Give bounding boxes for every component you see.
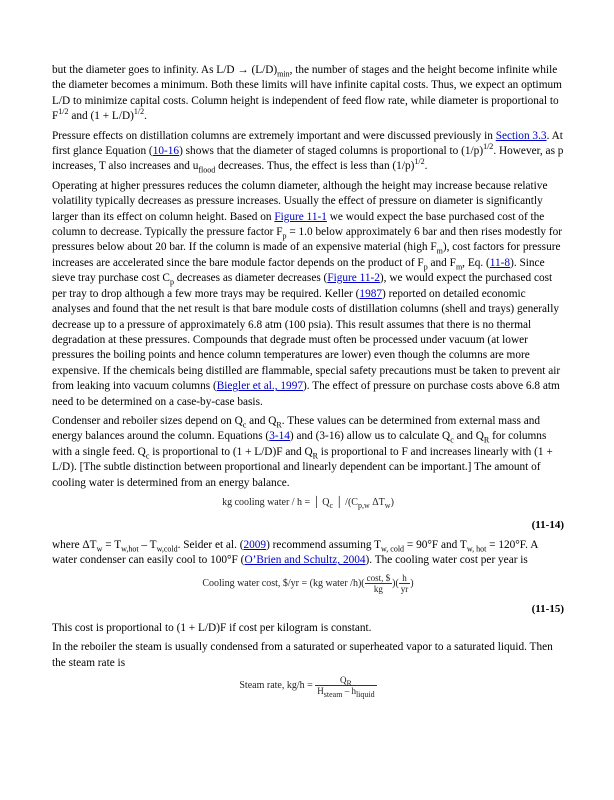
subscript: c: [145, 451, 150, 460]
text: and Q: [453, 430, 484, 443]
eq-text: – h: [342, 686, 356, 697]
text: . Seider et al. (: [177, 538, 244, 551]
text: and (1 + L/D): [68, 110, 134, 123]
equation-number: (11-15): [531, 602, 564, 615]
fraction: [365, 573, 393, 594]
text: and F: [427, 256, 456, 269]
text: ). The cooling water cost per year is: [365, 554, 528, 567]
text: ) shows that the diameter of staged columns is proportional to (1/p): [179, 145, 484, 158]
document-page: [52, 63, 564, 698]
paragraph-4: [52, 414, 564, 491]
equation-11-15: [52, 573, 564, 594]
eq-text: )(: [392, 577, 399, 589]
numerator: cost, $: [366, 572, 391, 583]
subscript: w,hot: [121, 544, 139, 554]
text: ), cost factors for pressure increases are accelerated since the bare module factor depends on the product of F: [52, 241, 561, 269]
equation-steam-rate: [52, 675, 564, 700]
text: = T: [102, 538, 122, 551]
fraction: [399, 572, 414, 594]
text: and Q: [246, 414, 277, 427]
superscript: 1/2: [58, 107, 69, 117]
text: . At first glance Equation (: [52, 129, 563, 158]
subscript: c: [242, 420, 247, 430]
subscript: R: [276, 420, 282, 430]
link-equation-10-16[interactable]: 10-16: [152, 145, 180, 158]
eq-text: Cooling water cost, $/yr = (kg water /h)(: [202, 577, 365, 589]
eq-text: Q: [340, 675, 347, 686]
subscript: R: [346, 679, 352, 689]
subscript: R: [312, 451, 318, 460]
link-equation-3-14[interactable]: 3-14: [269, 430, 290, 443]
text: ). The effect of pressure on purchase costs above 6.8 atm need to be determined on a case-by-case basis.: [52, 380, 560, 408]
subscript: p: [169, 277, 174, 287]
text: is proportional to (1 + L/D)F and Q: [149, 445, 313, 458]
text: ). Since sieve tray purchase cost C: [52, 256, 545, 285]
eq-text: kg cooling water / h = │ Q: [222, 496, 330, 508]
text: for columns with a single feed. Q: [52, 430, 547, 458]
superscript: 1/2: [414, 157, 425, 167]
subscript: min: [277, 69, 290, 79]
text: ) reported on detailed economic analyses and found that the net result is that bare module costs of distillation columns (shell and trays) generally decrease up to a pressure of approximately 6.8 atm (100 psia). This result assumes that there is no thermal degradation at these pressures. Compounds that degrade must often be processed under vacuum (at lower pressures the boiling points and hence column temperatures are lower) even though the columns are more expensive. If the chemicals being distilled are flammable, special safety precautions must be taken to prevent air from leaking into vacuum columns (: [52, 287, 561, 393]
paragraph-5: [52, 538, 564, 569]
eq-text: ): [410, 577, 414, 589]
link-figure-11-2[interactable]: Figure 11-2: [327, 272, 380, 285]
equation-number: (11-14): [531, 519, 564, 532]
link-equation-11-8[interactable]: 11-8: [489, 256, 511, 269]
text: Operating at higher pressures reduces the column diameter, although the height may increase because relative volatility typically decreases as pressure increases. Usually the effect of pressure on diameter is significantly larger than its effect on column height. Based on: [52, 179, 548, 223]
denominator: kg: [373, 583, 383, 594]
subscript: w: [96, 544, 103, 554]
subscript: c: [450, 435, 454, 445]
denominator: yr: [400, 583, 409, 594]
subscript: w: [384, 500, 391, 510]
eq-text: ): [390, 496, 394, 508]
link-keller-1987[interactable]: 1987: [359, 287, 383, 300]
equation-11-14: [52, 495, 564, 510]
subscript: w, cold: [381, 544, 405, 554]
text: we would expect the base purchased cost of the column to decrease. Typically the pressure factor F: [52, 210, 545, 239]
text: , Eq. (: [462, 256, 490, 269]
link-seider-2009[interactable]: 2009: [243, 538, 267, 551]
paragraph-7: In the reboiler the steam is usually condensed from a saturated or superheated vapor to a saturated liquid. Then the steam rate is: [52, 641, 553, 669]
text: – T: [138, 538, 157, 551]
text: is proportional to F and increases linearly with (1 + L/D). [The subtle distinction between proportional and linearly dependent can be important.] The amount of cooling water is determined from an energy balance.: [52, 445, 553, 489]
text: = 1.0 below approximately 6 bar and then rises modestly for pressures below about 20 bar. If the column is made of an expensive material (high F: [52, 226, 563, 254]
paragraph-2: [52, 129, 564, 175]
text: .: [424, 160, 428, 173]
denominator: [315, 686, 376, 700]
superscript: 1/2: [483, 142, 494, 152]
subscript: m: [436, 246, 443, 256]
numerator: h: [399, 573, 411, 584]
text: . These values can be determined from external mass and energy balances around the column. Equations (: [52, 414, 541, 443]
text: but the diameter goes to infinity. As L/D → (L/D): [52, 64, 278, 76]
text: where ΔT: [52, 538, 97, 551]
text: .: [144, 110, 147, 123]
text: ) and (3-16) allow us to calculate Q: [289, 430, 451, 443]
eq-text: │ /(C: [333, 496, 358, 508]
paragraph-3: [52, 179, 564, 410]
text: decreases as diameter decreases (: [173, 272, 328, 285]
text: ), we would expect the purchased cost per tray to drop although a few more trays may be required. Keller (: [52, 272, 553, 300]
text: = 120°F. A water condenser can easily cool to 100°F (: [52, 538, 538, 567]
link-section-3-3[interactable]: Section 3.3: [495, 129, 547, 142]
subscript: w,cold: [156, 544, 178, 554]
subscript: w, hot: [466, 544, 487, 554]
fraction: [315, 675, 376, 700]
subscript: c: [329, 500, 334, 510]
link-figure-11-1[interactable]: Figure 11-1: [274, 210, 327, 223]
subscript: flood: [198, 165, 216, 175]
text: Condenser and reboiler sizes depend on Q: [52, 414, 243, 427]
subscript: liquid: [355, 690, 375, 700]
text: = 90°F and T: [404, 538, 467, 551]
eq-text: ΔT: [369, 496, 385, 508]
subscript: p,w: [357, 500, 370, 510]
text: ) recommend assuming T: [266, 538, 382, 551]
paragraph-6: This cost is proportional to (1 + L/D)F if cost per kilogram is constant.: [52, 622, 372, 634]
link-biegler-1997[interactable]: Biegler et al., 1997: [216, 380, 303, 393]
link-obrien-schultz-2004[interactable]: O’Brien and Schultz, 2004: [244, 554, 366, 567]
subscript: p: [282, 231, 287, 241]
text: . However, as p increases, T also increases and u: [52, 145, 564, 173]
subscript: m: [455, 262, 463, 272]
subscript: p: [423, 262, 428, 272]
eq-text: Steam rate, kg/h =: [239, 680, 316, 692]
subscript: steam: [323, 690, 343, 700]
paragraph-1: [52, 63, 564, 125]
eq-text: H: [317, 686, 324, 697]
numerator: [315, 675, 376, 689]
superscript: 1/2: [133, 107, 145, 117]
text: decreases. Thus, the effect is less than (1/p): [215, 160, 415, 173]
subscript: R: [483, 435, 490, 445]
text: , the number of stages and the height become infinite while the diameter becomes a minimum. Both these limits will have infinite capital costs. Thus, we expect an optimum L/D to minimize capital costs. Column height is independent of feed flow rate, while diameter is proportional to F: [52, 64, 562, 123]
text: Pressure effects on distillation columns are extremely important and were discussed previously in: [52, 129, 496, 142]
